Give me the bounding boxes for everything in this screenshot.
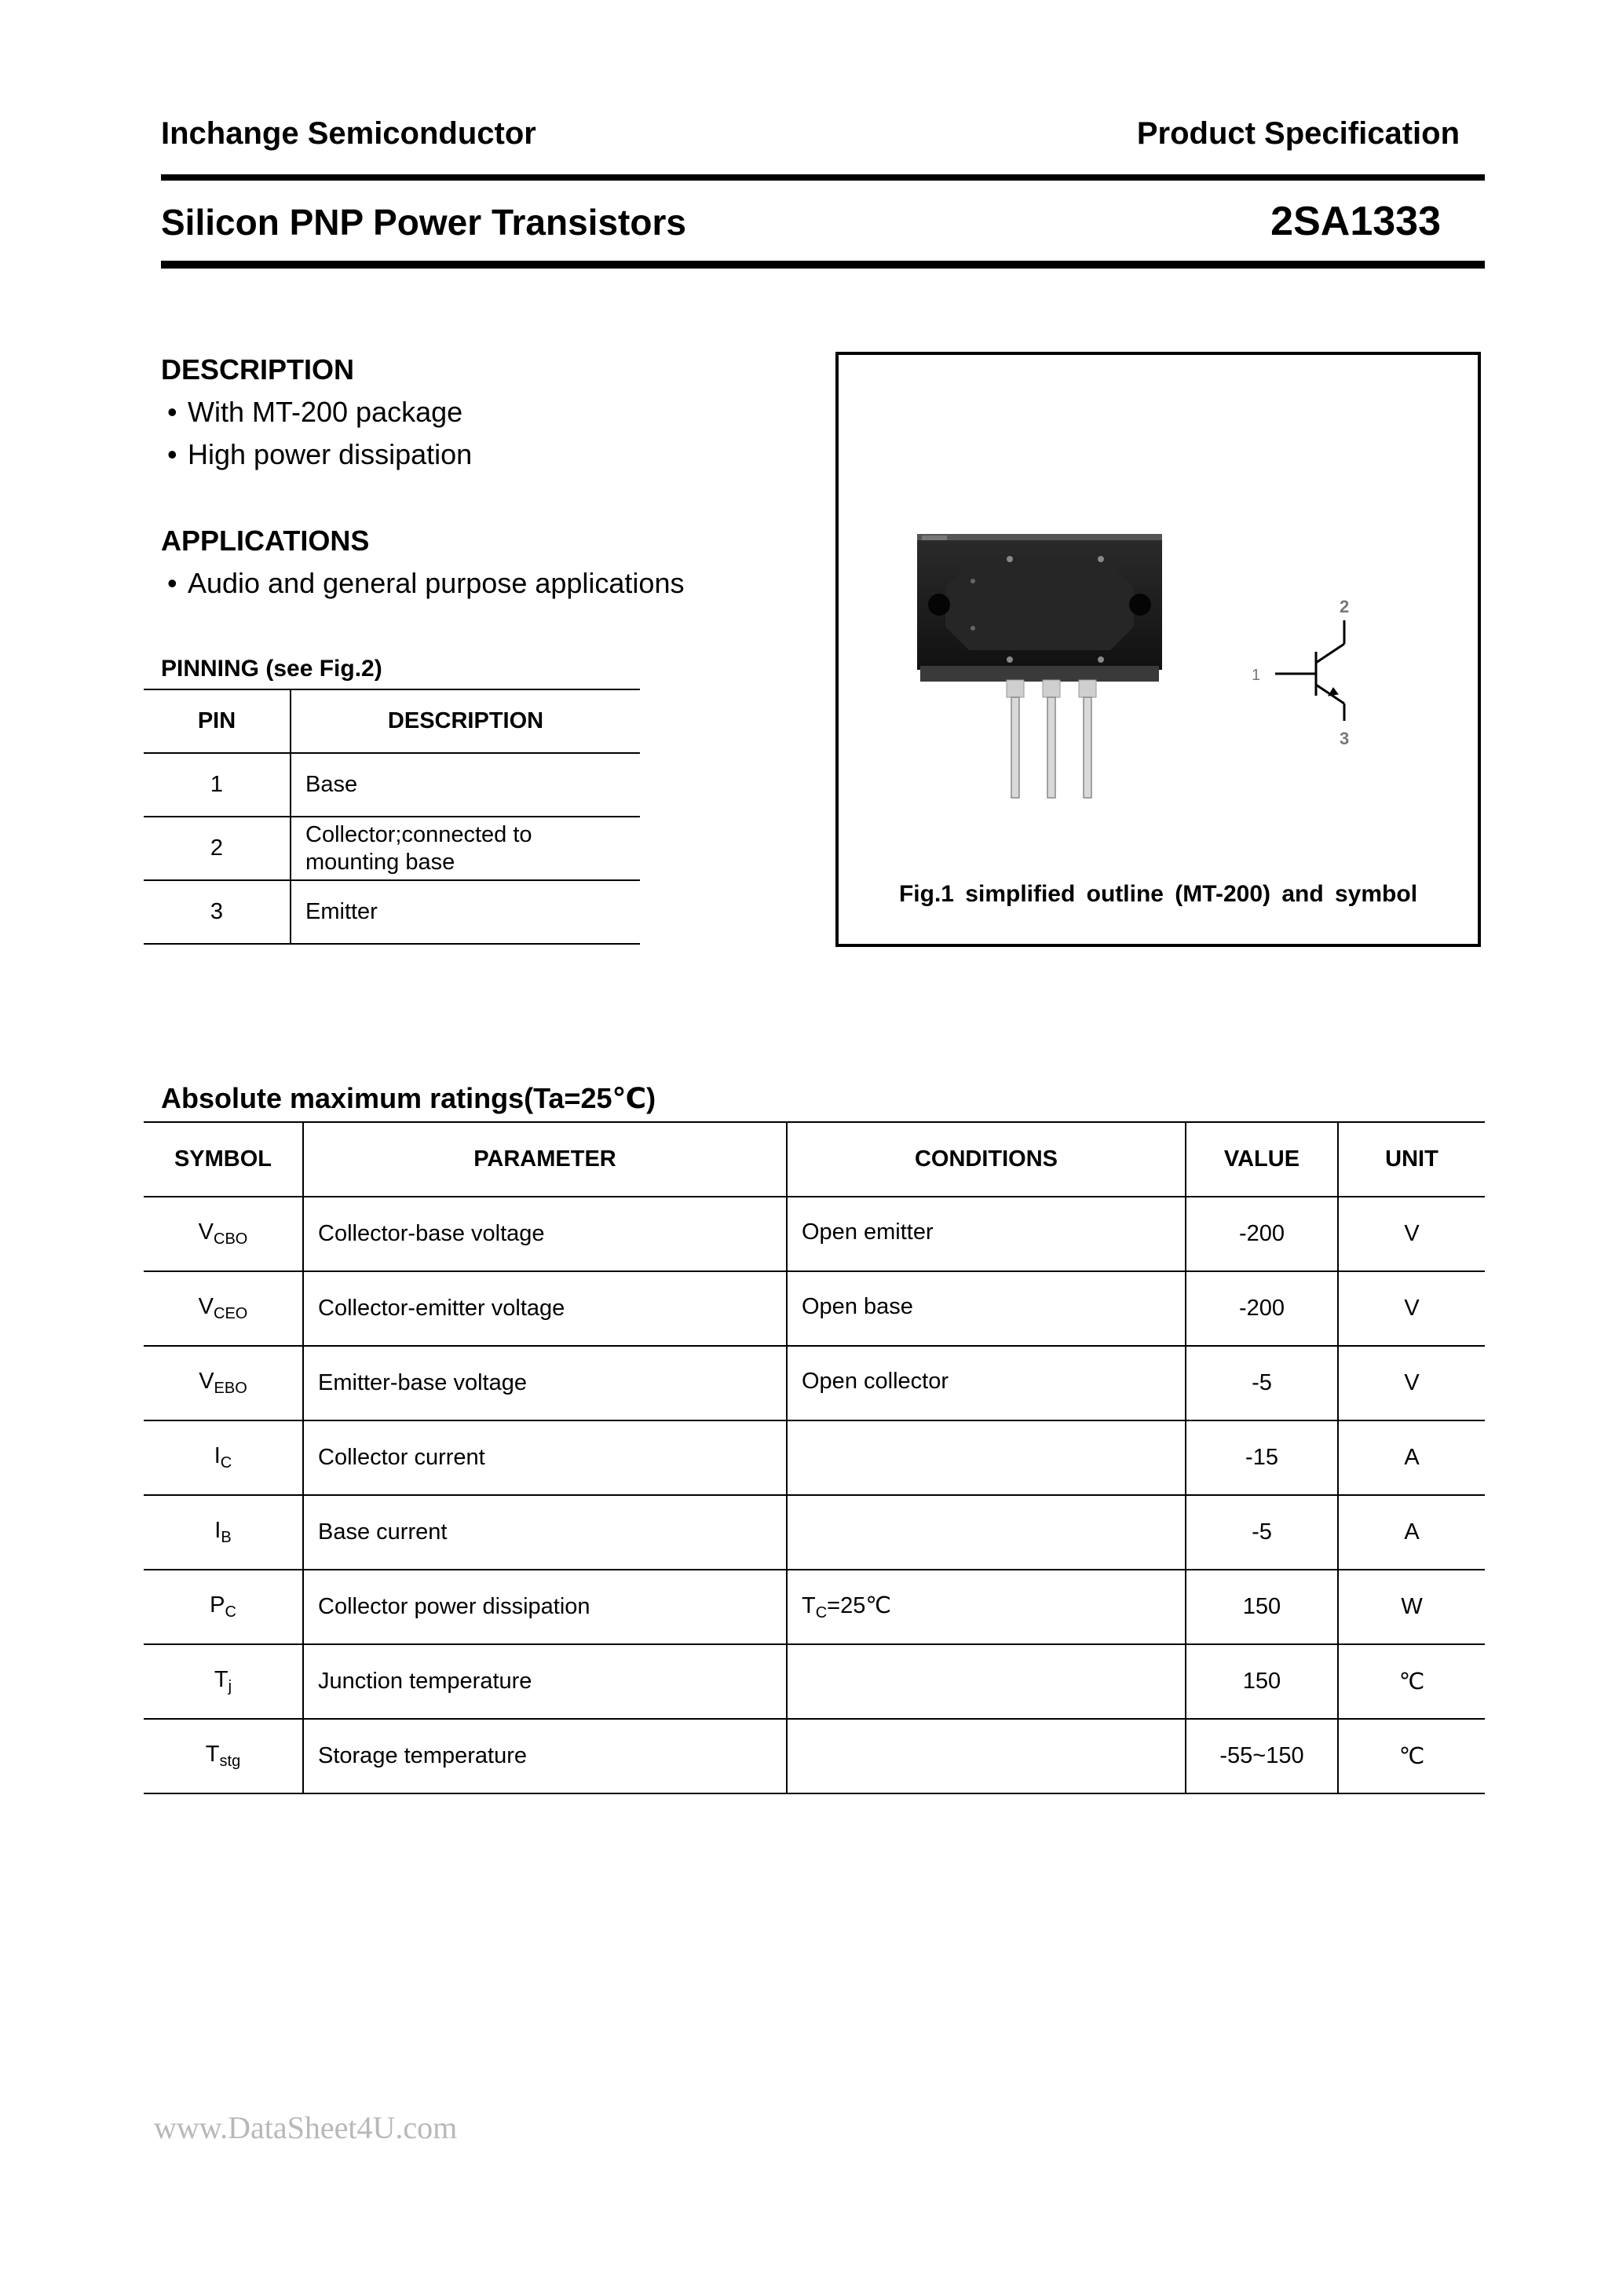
table-row bbox=[144, 1570, 1485, 1644]
conditions-cell bbox=[787, 1495, 1186, 1570]
unit-cell: A bbox=[1338, 1495, 1485, 1570]
symbol-pin-label-collector: 2 bbox=[1340, 597, 1350, 616]
unit-cell: ℃ bbox=[1338, 1644, 1485, 1719]
parameter-cell: Collector power dissipation bbox=[303, 1570, 787, 1644]
parameter-cell: Junction temperature bbox=[303, 1644, 787, 1719]
watermark-text: www.DataSheet4U.com bbox=[154, 2110, 458, 2145]
unit-cell: A bbox=[1338, 1420, 1485, 1495]
symbol-cell: $V_{CEO}$ bbox=[144, 1271, 303, 1346]
symbol-cell: $V_{CBO}$ bbox=[144, 1197, 303, 1271]
table-row bbox=[144, 1719, 1485, 1793]
conditions-cell: Open base bbox=[787, 1271, 1186, 1346]
company-name: Inchange Semiconductor bbox=[161, 116, 536, 151]
conditions-cell: Open collector bbox=[787, 1346, 1186, 1420]
conditions-cell bbox=[787, 1719, 1186, 1793]
value-cell: 150 bbox=[1186, 1570, 1338, 1644]
bullet-icon: • bbox=[167, 396, 177, 428]
conditions-cell bbox=[787, 1644, 1186, 1719]
applications-item: • Audio and general purpose applications bbox=[167, 567, 685, 599]
parameter-cell: Base current bbox=[303, 1495, 787, 1570]
description-item: • High power dissipation bbox=[167, 438, 473, 470]
table-header-row bbox=[144, 1122, 1485, 1197]
parameter-cell: Emitter-base voltage bbox=[303, 1346, 787, 1420]
symbol-cell: $I_C$ bbox=[144, 1420, 303, 1495]
column-header-description: DESCRIPTION bbox=[291, 689, 640, 753]
table-row bbox=[144, 880, 640, 944]
value-cell: -200 bbox=[1186, 1271, 1338, 1346]
unit-cell: ℃ bbox=[1338, 1719, 1485, 1793]
pinning-table bbox=[144, 689, 640, 945]
description-heading: DESCRIPTION bbox=[161, 353, 355, 386]
figure-caption: Fig.1 simplified outline (MT-200) and symbol bbox=[898, 881, 1418, 907]
parameter-cell: Collector-emitter voltage bbox=[303, 1271, 787, 1346]
symbol-pin-label-base: 1 bbox=[1252, 667, 1261, 684]
table-row bbox=[144, 1420, 1485, 1495]
symbol-cell: $I_B$ bbox=[144, 1495, 303, 1570]
value-cell: -200 bbox=[1186, 1197, 1338, 1271]
table-row bbox=[144, 1197, 1485, 1271]
symbol-cell: $T_{stg}$ bbox=[144, 1719, 303, 1793]
conditions-cell: $T_C=25℃$ bbox=[787, 1570, 1186, 1644]
bullet-icon: • bbox=[167, 438, 177, 470]
document-type: Product Specification bbox=[1136, 116, 1460, 151]
symbol-pin-label-emitter: 3 bbox=[1340, 729, 1350, 748]
ratings-table bbox=[144, 1121, 1485, 1794]
pin-number: 1 bbox=[144, 753, 291, 817]
pinning-heading: PINNING (see Fig.2) bbox=[161, 656, 382, 682]
value-cell: -15 bbox=[1186, 1420, 1338, 1495]
table-row bbox=[144, 753, 640, 817]
value-cell: -5 bbox=[1186, 1495, 1338, 1570]
parameter-cell: Storage temperature bbox=[303, 1719, 787, 1793]
header-rule-top bbox=[161, 174, 1485, 181]
value-cell: -55~150 bbox=[1186, 1719, 1338, 1793]
pin-number: 2 bbox=[144, 817, 291, 880]
product-line-title: Silicon PNP Power Transistors bbox=[161, 202, 686, 243]
table-header-row bbox=[144, 689, 640, 753]
pin-description: Emitter bbox=[291, 880, 640, 944]
symbol-cell: $T_j$ bbox=[144, 1644, 303, 1719]
table-row bbox=[144, 1346, 1485, 1420]
conditions-cell bbox=[787, 1420, 1186, 1495]
pin-number: 3 bbox=[144, 880, 291, 944]
pin-description: Collector;connected to mounting base bbox=[291, 817, 640, 880]
value-cell: -5 bbox=[1186, 1346, 1338, 1420]
transistor-package-icon bbox=[917, 534, 1162, 798]
ratings-heading: Absolute maximum ratings(Ta=25℃) bbox=[161, 1082, 656, 1114]
table-row bbox=[144, 1271, 1485, 1346]
description-item: • With MT-200 package bbox=[167, 396, 463, 428]
header-rule-bottom bbox=[161, 261, 1485, 269]
symbol-cell: $P_C$ bbox=[144, 1570, 303, 1644]
unit-cell: V bbox=[1338, 1346, 1485, 1420]
value-cell: 150 bbox=[1186, 1644, 1338, 1719]
parameter-cell: Collector-base voltage bbox=[303, 1197, 787, 1271]
column-header-parameter: PARAMETER bbox=[303, 1122, 787, 1197]
column-header-pin: PIN bbox=[144, 689, 291, 753]
table-row bbox=[144, 1644, 1485, 1719]
column-header-symbol: SYMBOL bbox=[144, 1122, 303, 1197]
package-outline-figure bbox=[835, 352, 1481, 901]
unit-cell: V bbox=[1338, 1271, 1485, 1346]
pin-description: Base bbox=[291, 753, 640, 817]
column-header-unit: UNIT bbox=[1338, 1122, 1485, 1197]
column-header-conditions: CONDITIONS bbox=[787, 1122, 1186, 1197]
table-row bbox=[144, 817, 640, 880]
unit-cell: V bbox=[1338, 1197, 1485, 1271]
conditions-cell: Open emitter bbox=[787, 1197, 1186, 1271]
applications-heading: APPLICATIONS bbox=[161, 525, 370, 557]
table-row bbox=[144, 1495, 1485, 1570]
symbol-cell: $V_{EBO}$ bbox=[144, 1346, 303, 1420]
column-header-value: VALUE bbox=[1186, 1122, 1338, 1197]
parameter-cell: Collector current bbox=[303, 1420, 787, 1495]
part-number: 2SA1333 bbox=[1270, 199, 1441, 244]
unit-cell: W bbox=[1338, 1570, 1485, 1644]
pnp-transistor-symbol-icon bbox=[1275, 620, 1344, 721]
bullet-icon: • bbox=[167, 567, 177, 599]
